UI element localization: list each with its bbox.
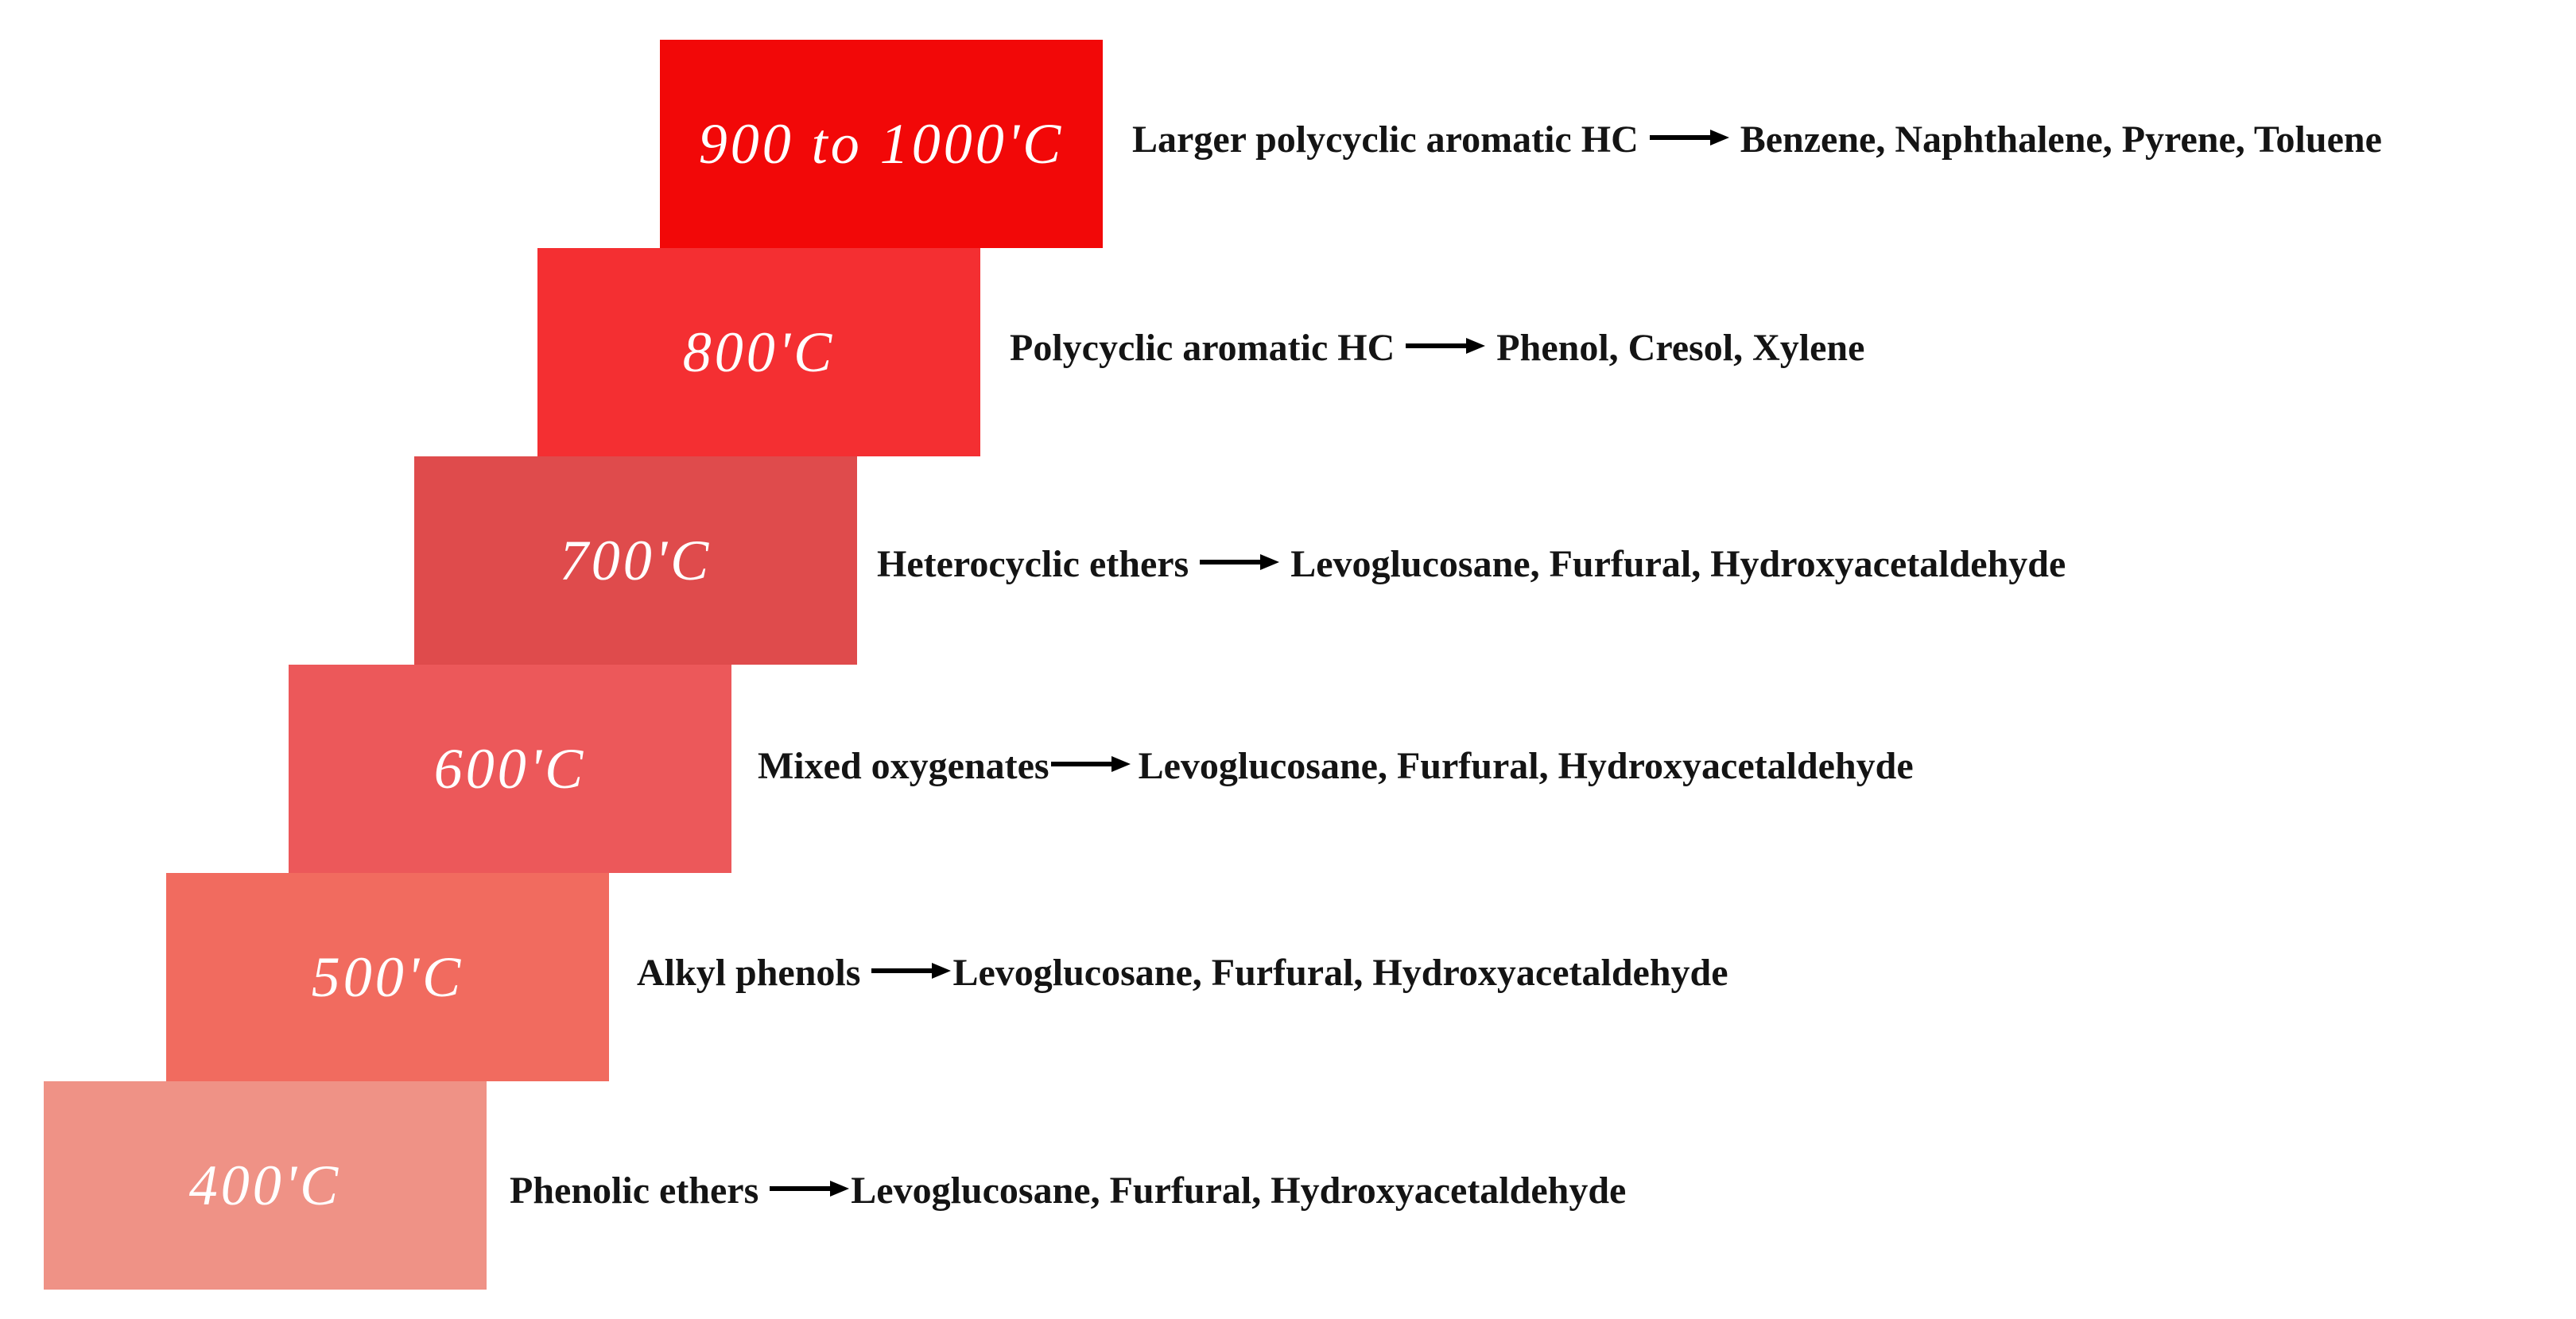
right-arrow-icon — [871, 961, 951, 984]
reaction-row-700 — [877, 532, 2066, 595]
step-box-600 — [289, 665, 731, 873]
right-arrow-icon — [1650, 128, 1729, 151]
temperature-label: 400'C — [188, 1153, 342, 1217]
reactant-text: Alkyl phenols — [637, 951, 861, 994]
step-box-500 — [166, 873, 609, 1081]
products-text: Benzene, Naphthalene, Pyrene, Toluene — [1740, 118, 2382, 161]
products-text: Levoglucosane, Furfural, Hydroxyacetaldehyde — [851, 1169, 1627, 1212]
products-text: Phenol, Cresol, Xylene — [1496, 326, 1865, 369]
right-arrow-icon — [1200, 553, 1279, 576]
step-box-700 — [414, 456, 857, 665]
reactant-text: Heterocyclic ethers — [877, 542, 1189, 585]
reaction-row-800 — [1010, 316, 1864, 379]
temperature-label: 600'C — [433, 736, 587, 801]
reactant-text: Phenolic ethers — [510, 1169, 759, 1212]
reaction-row-400 — [510, 1158, 1626, 1222]
reactant-text: Polycyclic aromatic HC — [1010, 326, 1395, 369]
products-text: Levoglucosane, Furfural, Hydroxyacetaldehyde — [952, 951, 1728, 994]
step-box-400 — [44, 1081, 487, 1290]
temperature-label: 800'C — [682, 320, 836, 384]
temperature-label: 700'C — [559, 528, 712, 592]
reactant-text: Mixed oxygenates — [758, 744, 1049, 787]
step-box-800 — [537, 248, 980, 456]
right-arrow-icon — [1406, 336, 1485, 359]
right-arrow-icon — [770, 1179, 849, 1202]
reaction-row-900-1000 — [1132, 107, 2382, 171]
products-text: Levoglucosane, Furfural, Hydroxyacetaldehyde — [1290, 542, 2066, 585]
right-arrow-icon — [1051, 755, 1131, 778]
reactant-text: Larger polycyclic aromatic HC — [1132, 118, 1639, 161]
products-text: Levoglucosane, Furfural, Hydroxyacetaldehyde — [1138, 744, 1914, 787]
temperature-label: 900 to 1000'C — [698, 111, 1065, 176]
reaction-row-600 — [758, 734, 1914, 797]
reaction-row-500 — [637, 941, 1728, 1004]
temperature-label: 500'C — [311, 945, 464, 1009]
step-box-900-1000 — [660, 40, 1103, 248]
